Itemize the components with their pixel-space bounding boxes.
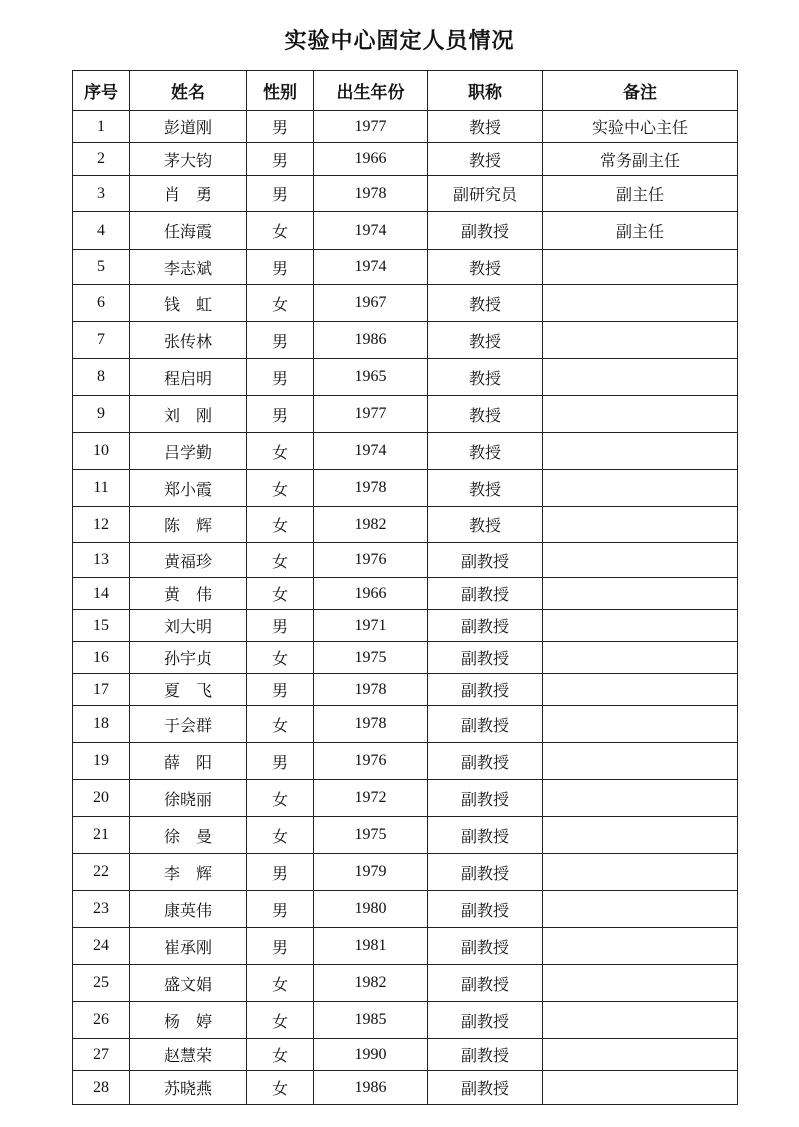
cell-remarks [543,543,738,578]
cell-gender: 女 [247,507,314,543]
cell-serial-number: 6 [73,285,130,322]
cell-gender: 女 [247,285,314,322]
cell-professional-title: 副教授 [428,1071,543,1105]
cell-serial-number: 14 [73,578,130,610]
cell-remarks [543,1039,738,1071]
cell-professional-title: 副教授 [428,674,543,706]
cell-serial-number: 10 [73,433,130,470]
cell-remarks [543,578,738,610]
page-title: 实验中心固定人员情况 [284,29,515,54]
cell-birth-year: 1976 [314,743,428,780]
cell-birth-year: 1976 [314,543,428,578]
cell-gender: 女 [247,965,314,1002]
cell-remarks [543,396,738,433]
cell-gender: 女 [247,706,314,743]
staff-table [72,70,738,1105]
cell-gender: 男 [247,176,314,212]
table-row [73,433,738,470]
cell-serial-number: 23 [73,891,130,928]
cell-name: 薛 阳 [130,743,247,780]
cell-gender: 男 [247,250,314,285]
cell-name: 盛文娟 [130,965,247,1002]
cell-name: 程启明 [130,359,247,396]
header-birth-year: 出生年份 [314,71,428,111]
cell-professional-title: 教授 [428,111,543,143]
cell-birth-year: 1966 [314,143,428,176]
cell-serial-number: 20 [73,780,130,817]
table-row [73,176,738,212]
cell-name: 李 辉 [130,854,247,891]
table-row [73,507,738,543]
cell-remarks [543,470,738,507]
cell-name: 杨 婷 [130,1002,247,1039]
table-row [73,674,738,706]
cell-serial-number: 26 [73,1002,130,1039]
cell-gender: 女 [247,578,314,610]
cell-gender: 女 [247,780,314,817]
cell-gender: 男 [247,396,314,433]
cell-birth-year: 1978 [314,176,428,212]
cell-name: 徐晓丽 [130,780,247,817]
table-row [73,610,738,642]
cell-name: 陈 辉 [130,507,247,543]
cell-remarks [543,780,738,817]
cell-birth-year: 1974 [314,212,428,250]
cell-professional-title: 副教授 [428,928,543,965]
cell-birth-year: 1982 [314,965,428,1002]
cell-birth-year: 1977 [314,396,428,433]
cell-professional-title: 副教授 [428,543,543,578]
cell-birth-year: 1990 [314,1039,428,1071]
table-row [73,706,738,743]
cell-gender: 女 [247,1039,314,1071]
cell-gender: 女 [247,1002,314,1039]
table-row [73,250,738,285]
cell-remarks [543,965,738,1002]
cell-serial-number: 17 [73,674,130,706]
cell-birth-year: 1980 [314,891,428,928]
cell-serial-number: 21 [73,817,130,854]
table-row [73,212,738,250]
cell-name: 黄福珍 [130,543,247,578]
cell-gender: 女 [247,1071,314,1105]
table-row [73,578,738,610]
cell-name: 茅大钧 [130,143,247,176]
cell-birth-year: 1966 [314,578,428,610]
cell-name: 孙宇贞 [130,642,247,674]
cell-serial-number: 2 [73,143,130,176]
cell-professional-title: 副教授 [428,642,543,674]
cell-serial-number: 13 [73,543,130,578]
cell-gender: 男 [247,610,314,642]
cell-gender: 男 [247,743,314,780]
cell-serial-number: 15 [73,610,130,642]
cell-gender: 男 [247,891,314,928]
cell-remarks [543,433,738,470]
cell-gender: 男 [247,928,314,965]
cell-professional-title: 副教授 [428,610,543,642]
header-name: 姓名 [130,71,247,111]
cell-professional-title: 教授 [428,322,543,359]
header-professional-title: 职称 [428,71,543,111]
cell-name: 夏 飞 [130,674,247,706]
cell-birth-year: 1978 [314,674,428,706]
cell-remarks [543,359,738,396]
cell-remarks [543,706,738,743]
table-row [73,396,738,433]
cell-remarks: 副主任 [543,212,738,250]
cell-gender: 男 [247,322,314,359]
table-row [73,543,738,578]
cell-professional-title: 教授 [428,396,543,433]
header-serial-number: 序号 [73,71,130,111]
table-row [73,1002,738,1039]
cell-serial-number: 9 [73,396,130,433]
cell-name: 彭道刚 [130,111,247,143]
cell-birth-year: 1978 [314,706,428,743]
cell-birth-year: 1982 [314,507,428,543]
cell-professional-title: 副教授 [428,965,543,1002]
cell-professional-title: 副教授 [428,780,543,817]
cell-professional-title: 副教授 [428,817,543,854]
cell-name: 吕学勤 [130,433,247,470]
cell-name: 崔承刚 [130,928,247,965]
cell-birth-year: 1965 [314,359,428,396]
cell-gender: 男 [247,674,314,706]
table-row [73,285,738,322]
cell-name: 徐 曼 [130,817,247,854]
cell-birth-year: 1985 [314,1002,428,1039]
cell-professional-title: 教授 [428,143,543,176]
cell-professional-title: 副研究员 [428,176,543,212]
cell-remarks [543,610,738,642]
cell-birth-year: 1977 [314,111,428,143]
cell-name: 赵慧荣 [130,1039,247,1071]
cell-serial-number: 1 [73,111,130,143]
cell-name: 李志斌 [130,250,247,285]
table-body [73,111,738,1105]
cell-birth-year: 1981 [314,928,428,965]
cell-professional-title: 副教授 [428,1002,543,1039]
cell-professional-title: 副教授 [428,578,543,610]
cell-serial-number: 8 [73,359,130,396]
cell-serial-number: 22 [73,854,130,891]
cell-remarks [543,1071,738,1105]
cell-professional-title: 副教授 [428,854,543,891]
cell-birth-year: 1986 [314,1071,428,1105]
cell-remarks [543,674,738,706]
cell-professional-title: 副教授 [428,1039,543,1071]
cell-remarks [543,507,738,543]
table-row [73,143,738,176]
cell-birth-year: 1975 [314,817,428,854]
cell-name: 苏晓燕 [130,1071,247,1105]
cell-name: 刘大明 [130,610,247,642]
header-gender: 性别 [247,71,314,111]
cell-birth-year: 1979 [314,854,428,891]
table-row [73,359,738,396]
cell-remarks [543,854,738,891]
cell-gender: 男 [247,111,314,143]
header-remarks: 备注 [543,71,738,111]
table-header-row [73,71,738,111]
table-row [73,854,738,891]
cell-gender: 男 [247,854,314,891]
table-row [73,891,738,928]
cell-name: 郑小霞 [130,470,247,507]
table-row [73,928,738,965]
cell-professional-title: 教授 [428,359,543,396]
cell-gender: 男 [247,143,314,176]
cell-serial-number: 12 [73,507,130,543]
cell-remarks [543,891,738,928]
table-row [73,780,738,817]
cell-name: 张传林 [130,322,247,359]
cell-serial-number: 5 [73,250,130,285]
table-row [73,965,738,1002]
cell-remarks [543,322,738,359]
cell-professional-title: 教授 [428,507,543,543]
cell-gender: 女 [247,212,314,250]
cell-remarks [543,743,738,780]
cell-serial-number: 24 [73,928,130,965]
cell-remarks [543,642,738,674]
cell-professional-title: 副教授 [428,706,543,743]
cell-name: 肖 勇 [130,176,247,212]
cell-serial-number: 19 [73,743,130,780]
cell-serial-number: 25 [73,965,130,1002]
cell-remarks [543,285,738,322]
cell-name: 黄 伟 [130,578,247,610]
cell-birth-year: 1974 [314,250,428,285]
cell-professional-title: 教授 [428,285,543,322]
cell-professional-title: 副教授 [428,743,543,780]
cell-gender: 女 [247,642,314,674]
cell-serial-number: 27 [73,1039,130,1071]
cell-remarks [543,817,738,854]
cell-remarks: 常务副主任 [543,143,738,176]
cell-remarks [543,1002,738,1039]
cell-gender: 女 [247,543,314,578]
cell-serial-number: 16 [73,642,130,674]
table-row [73,111,738,143]
table-row [73,1071,738,1105]
cell-remarks: 副主任 [543,176,738,212]
table-row [73,1039,738,1071]
cell-gender: 女 [247,433,314,470]
cell-name: 任海霞 [130,212,247,250]
cell-serial-number: 3 [73,176,130,212]
cell-remarks [543,928,738,965]
cell-remarks [543,250,738,285]
cell-birth-year: 1972 [314,780,428,817]
cell-birth-year: 1986 [314,322,428,359]
cell-name: 康英伟 [130,891,247,928]
cell-gender: 男 [247,359,314,396]
cell-gender: 女 [247,817,314,854]
cell-professional-title: 副教授 [428,891,543,928]
cell-remarks: 实验中心主任 [543,111,738,143]
cell-serial-number: 18 [73,706,130,743]
cell-professional-title: 教授 [428,470,543,507]
cell-serial-number: 7 [73,322,130,359]
table-row [73,322,738,359]
cell-birth-year: 1975 [314,642,428,674]
cell-professional-title: 教授 [428,433,543,470]
cell-birth-year: 1978 [314,470,428,507]
table-row [73,817,738,854]
table-row [73,470,738,507]
cell-name: 钱 虹 [130,285,247,322]
cell-serial-number: 28 [73,1071,130,1105]
table-row [73,642,738,674]
cell-birth-year: 1967 [314,285,428,322]
cell-birth-year: 1971 [314,610,428,642]
cell-serial-number: 4 [73,212,130,250]
table-row [73,743,738,780]
cell-serial-number: 11 [73,470,130,507]
cell-professional-title: 副教授 [428,212,543,250]
cell-birth-year: 1974 [314,433,428,470]
cell-name: 于会群 [130,706,247,743]
cell-gender: 女 [247,470,314,507]
cell-name: 刘 刚 [130,396,247,433]
cell-professional-title: 教授 [428,250,543,285]
